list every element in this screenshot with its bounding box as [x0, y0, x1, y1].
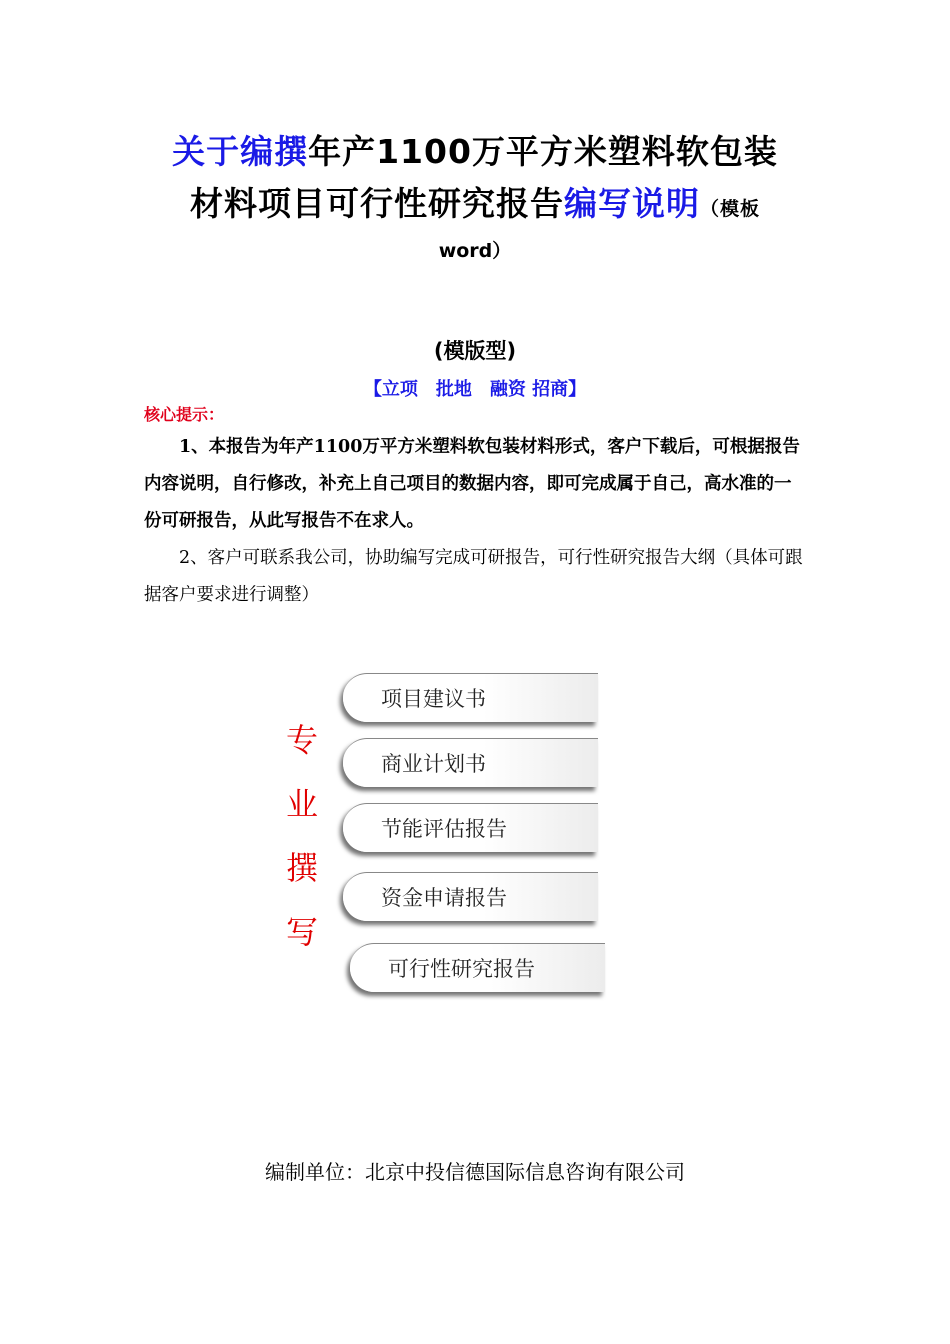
- vertical-char: 撰: [285, 849, 318, 887]
- title-part2-blue: 编写说明: [563, 184, 700, 223]
- menu-item-label: 节能评估报告: [381, 817, 507, 841]
- title-part2-small: （模板: [699, 198, 760, 220]
- title-part3: word）: [438, 240, 512, 262]
- menu-item-proposal: [343, 673, 598, 722]
- title-part1-black: 年产1100万平方米塑料软包装: [308, 132, 778, 171]
- vertical-text: [282, 708, 322, 964]
- menu-item-funding-report: [343, 872, 598, 921]
- model-type-label: (模版型): [433, 339, 517, 363]
- paragraph-1: 1、本报告为年产1100万平方米塑料软包装材料形式，客户下载后，可根据报告内容说明，自行修改，补充上自己项目的数据内容，即可完成属于自己，高水准的一份可研报告，从此写报告不在求人。: [144, 437, 800, 531]
- menu-item-energy-report: [343, 803, 598, 852]
- menu-item-label: 可行性研究报告: [388, 957, 535, 981]
- menu-item-label: 资金申请报告: [381, 886, 507, 910]
- vertical-char: 专: [285, 721, 318, 759]
- tags-line: 【立项 批地 融资 招商】: [363, 379, 587, 400]
- vertical-char: 写: [285, 913, 318, 951]
- menu-item-label: 项目建议书: [381, 687, 486, 711]
- hint-label: 核心提示：: [144, 405, 225, 424]
- paragraph-2: 2、客户可联系我公司，协助编写完成可研报告，可行性研究报告大纲（具体可跟据客户要求进行调整）: [144, 548, 803, 605]
- title-part1-blue: 关于编撰: [172, 132, 309, 171]
- title-part2-black: 材料项目可行性研究报告: [189, 184, 564, 223]
- menu-item-label: 商业计划书: [381, 752, 486, 776]
- footer-organization: 编制单位：北京中投信德国际信息咨询有限公司: [265, 1160, 685, 1184]
- menu-item-business-plan: [343, 738, 598, 787]
- document-title: [140, 126, 810, 235]
- menu-item-feasibility-report: [350, 943, 605, 992]
- vertical-char: 业: [285, 785, 318, 823]
